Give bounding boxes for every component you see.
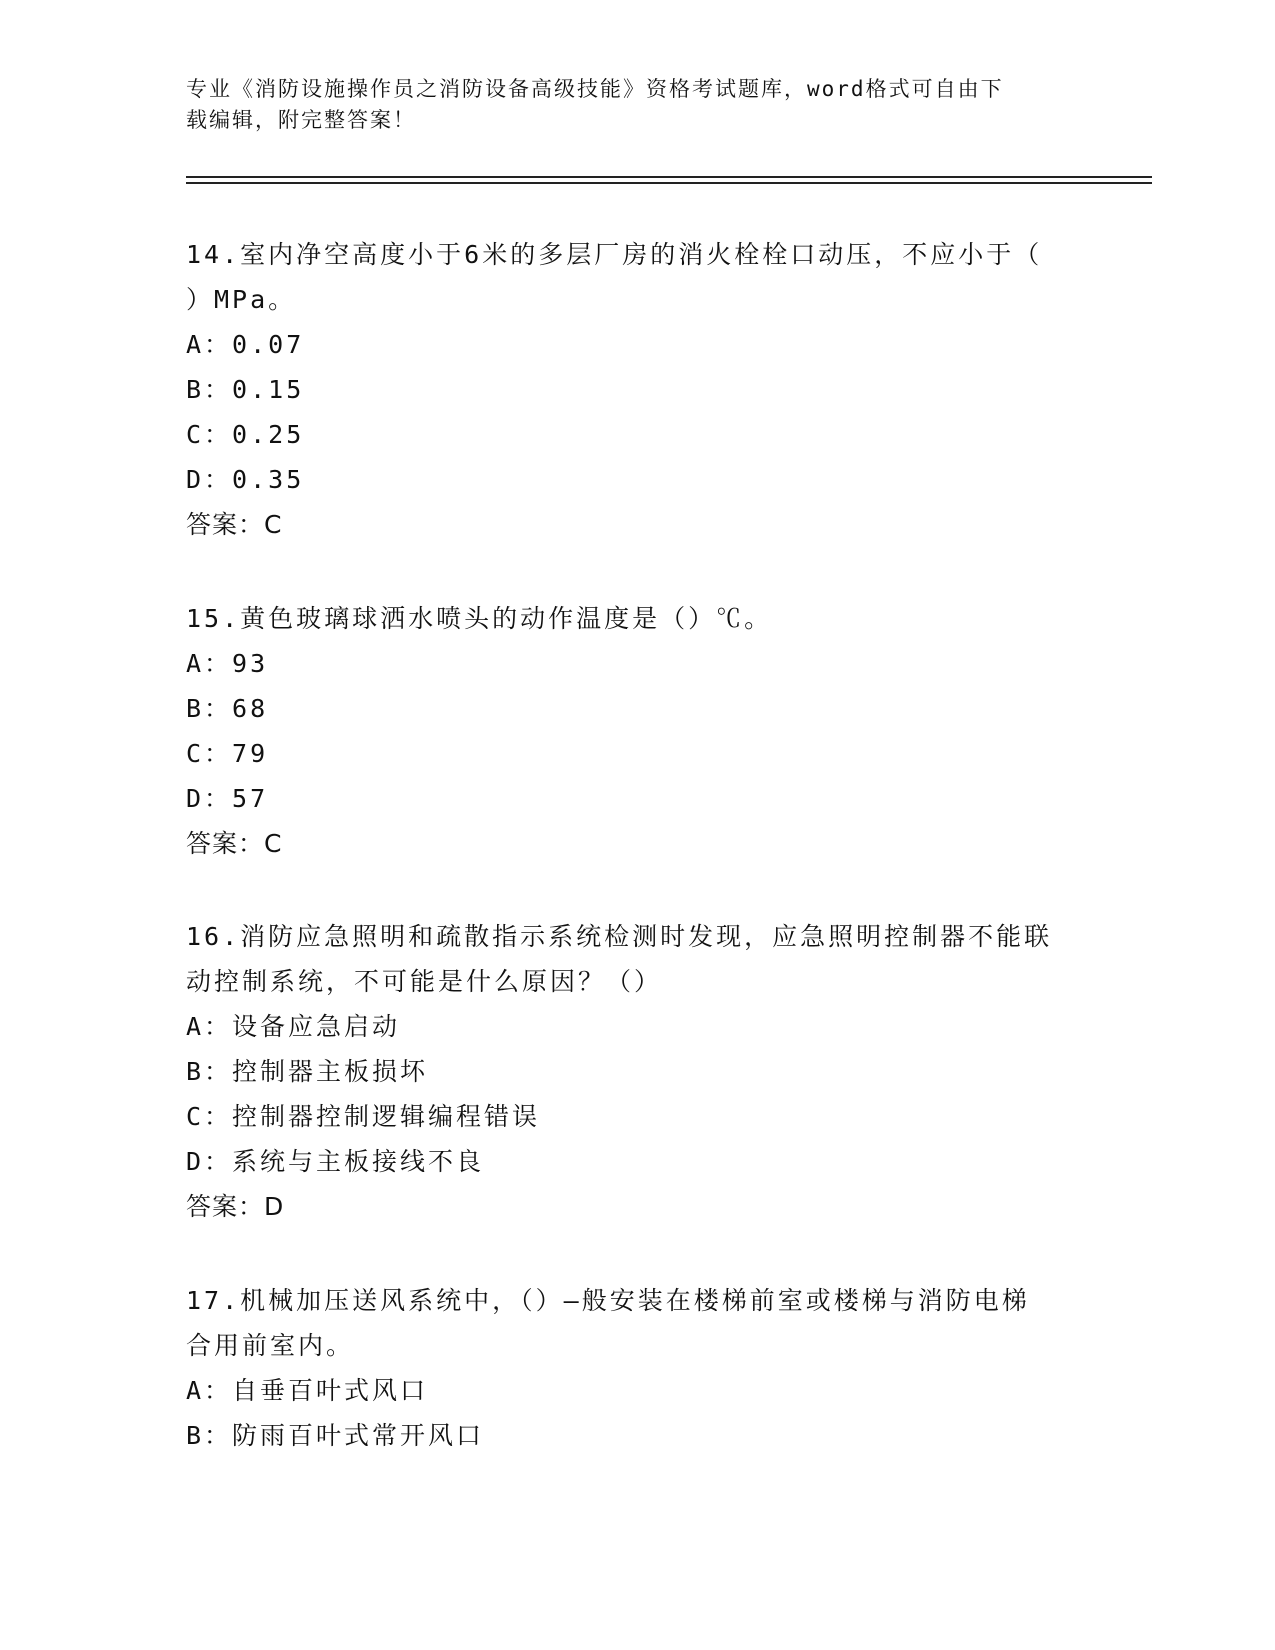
answer-label: 答案：C (186, 829, 283, 858)
option-b: B：控制器主板损坏 (186, 1057, 429, 1086)
option-a: A：0.07 (186, 330, 305, 359)
option-d: D：57 (186, 784, 269, 813)
question-text-line-2: ）MPa。 (186, 285, 297, 314)
option-b: B：68 (186, 694, 269, 723)
option-a: A：自垂百叶式风口 (186, 1376, 429, 1405)
header-line-2: 载编辑，附完整答案！ (186, 108, 416, 132)
question-text-line-1: 14.室内净空高度小于6米的多层厂房的消火栓栓口动压，不应小于（ (186, 240, 1043, 269)
answer-label: 答案：D (186, 1192, 285, 1221)
document-header (186, 74, 1066, 136)
answer-label: 答案：C (186, 510, 283, 539)
header-line-1: 专业《消防设施操作员之消防设备高级技能》资格考试题库，word格式可自由下 (186, 77, 1004, 101)
question-14 (186, 232, 1086, 547)
option-d: D：0.35 (186, 465, 305, 494)
header-divider-top (186, 176, 1152, 178)
option-c: C：控制器控制逻辑编程错误 (186, 1102, 541, 1131)
option-c: C：0.25 (186, 420, 305, 449)
option-a: A：93 (186, 649, 269, 678)
option-c: C：79 (186, 739, 269, 768)
question-text-line-1: 17.机械加压送风系统中，（）—般安装在楼梯前室或楼梯与消防电梯 (186, 1286, 1030, 1315)
question-text-line-1: 15.黄色玻璃球洒水喷头的动作温度是（）℃。 (186, 604, 773, 633)
header-divider-bottom (186, 182, 1152, 184)
question-text-line-2: 合用前室内。 (186, 1331, 355, 1360)
question-17 (186, 1278, 1086, 1458)
question-text-line-1: 16.消防应急照明和疏散指示系统检测时发现，应急照明控制器不能联 (186, 922, 1053, 951)
option-b: B：0.15 (186, 375, 305, 404)
question-15 (186, 596, 1086, 866)
question-16 (186, 914, 1086, 1229)
option-a: A：设备应急启动 (186, 1012, 401, 1041)
option-b: B：防雨百叶式常开风口 (186, 1421, 485, 1450)
question-text-line-2: 动控制系统，不可能是什么原因？（） (186, 967, 663, 996)
option-d: D：系统与主板接线不良 (186, 1147, 485, 1176)
